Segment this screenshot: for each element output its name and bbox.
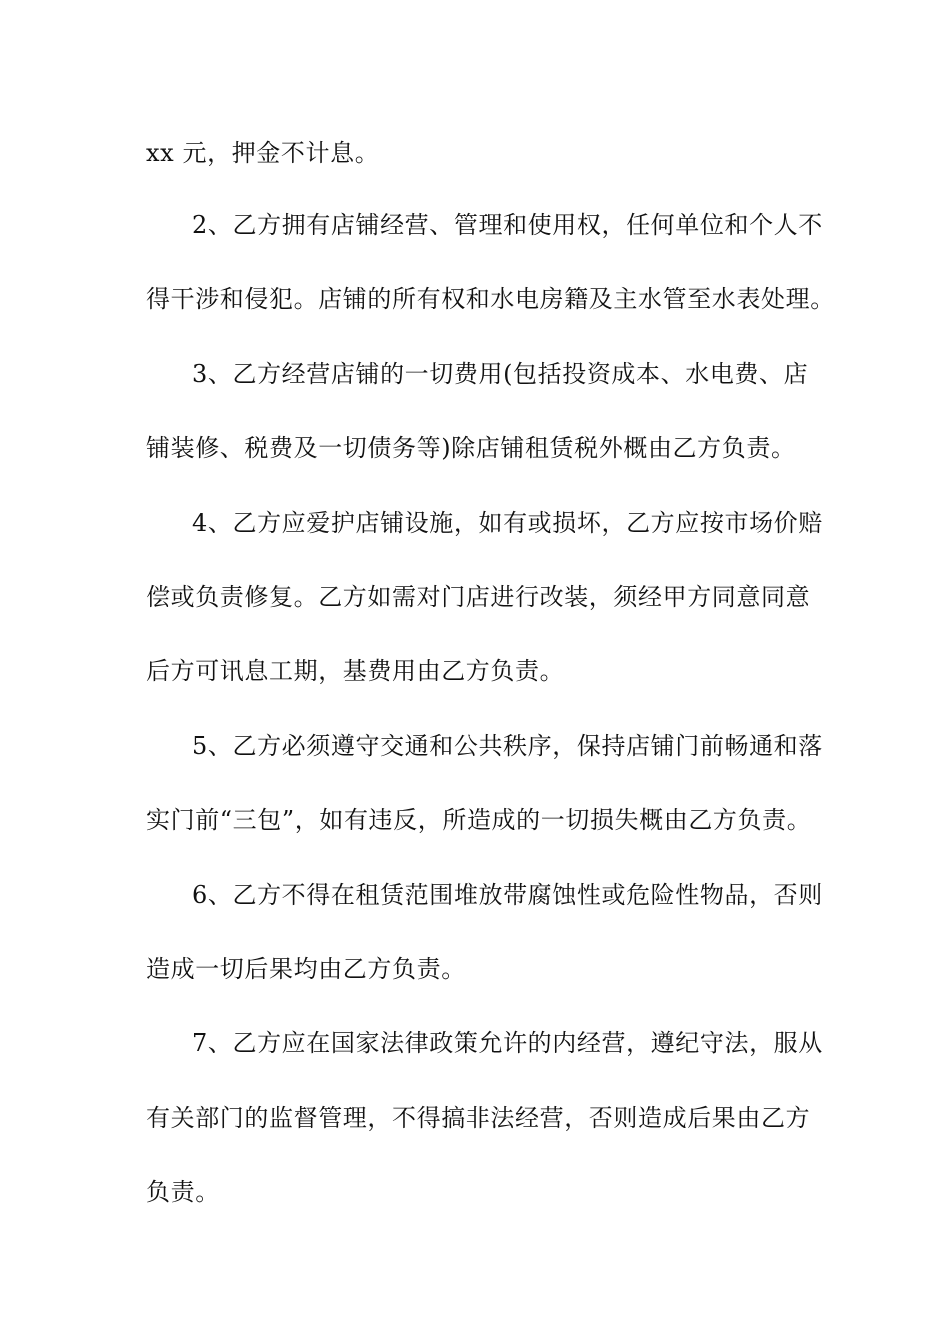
text-line-1: xx 元，押金不计息。 [146,139,380,167]
clause-7-line-3: 负责。 [146,1178,220,1206]
clause-7-line-1: 7、乙方应在国家法律政策允许的内经营，遵纪守法，服从 [192,1029,823,1057]
clause-3-line-1: 3、乙方经营店铺的一切费用(包括投资成本、水电费、店 [192,360,809,388]
clause-7-line-2: 有关部门的监督管理，不得搞非法经营，否则造成后果由乙方 [146,1104,811,1132]
clause-6-line-1: 6、乙方不得在租赁范围堆放带腐蚀性或危险性物品，否则 [192,881,823,909]
clause-3-line-2: 铺装修、税费及一切债务等)除店铺租赁税外概由乙方负责。 [146,434,796,462]
clause-2-line-2: 得干涉和侵犯。店铺的所有权和水电房籍及主水管至水表处理。 [146,285,835,313]
clause-5-line-1: 5、乙方必须遵守交通和公共秩序，保持店铺门前畅通和落 [192,732,823,760]
clause-6-line-2: 造成一切后果均由乙方负责。 [146,955,466,983]
clause-5-line-2: 实门前“三包”，如有违反，所造成的一切损失概由乙方负责。 [146,806,812,834]
clause-4-line-2: 偿或负责修复。乙方如需对门店进行改装，须经甲方同意同意 [146,583,811,611]
clause-2-line-1: 2、乙方拥有店铺经营、管理和使用权，任何单位和个人不 [192,211,823,239]
clause-4-line-1: 4、乙方应爱护店铺设施，如有或损坏，乙方应按市场价赔 [192,509,823,537]
clause-4-line-3: 后方可讯息工期，基费用由乙方负责。 [146,657,565,685]
